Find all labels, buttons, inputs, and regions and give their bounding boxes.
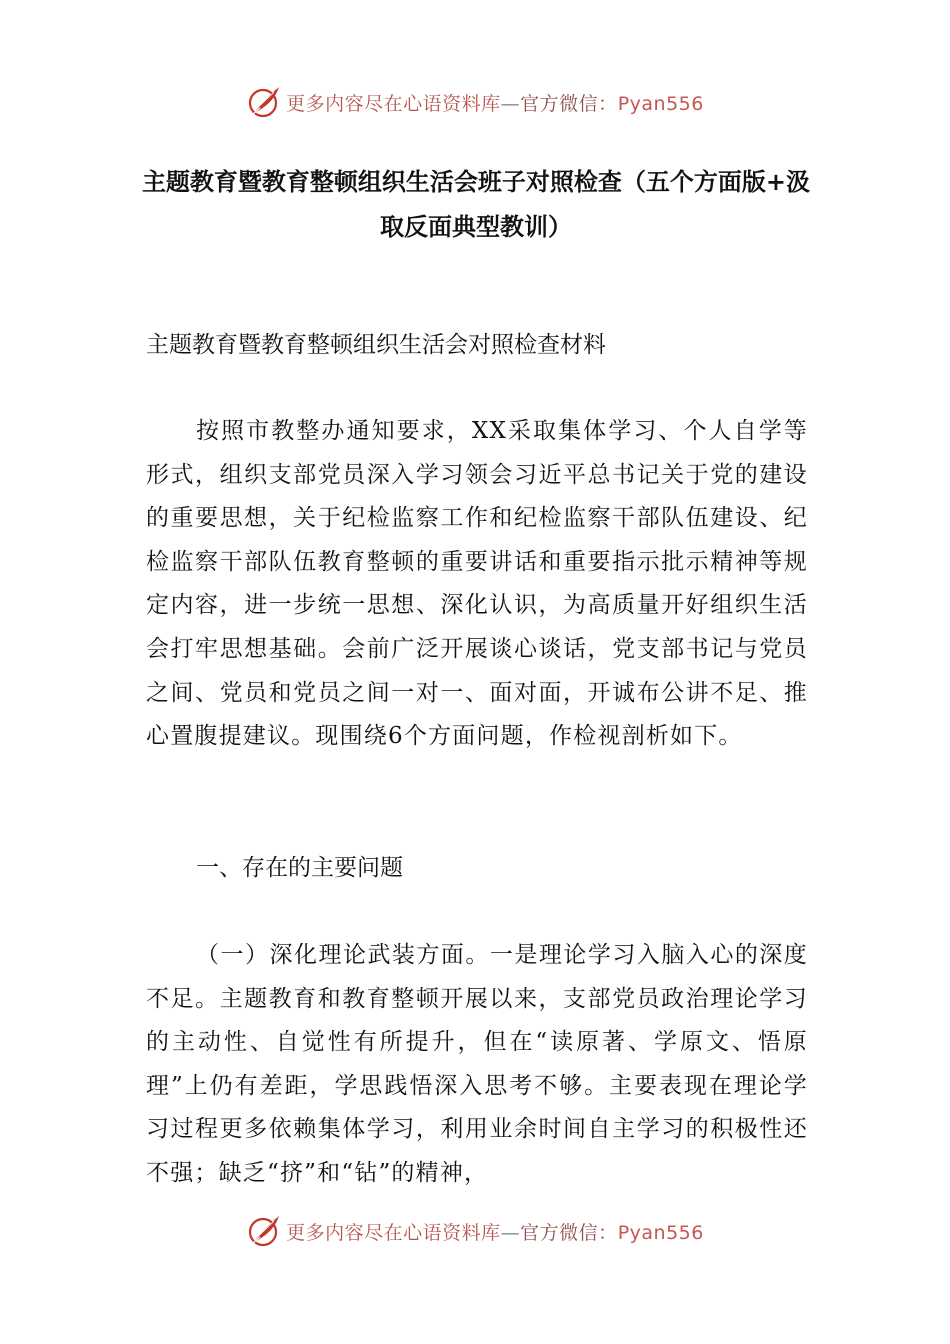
feather-pen-logo-icon [246,1213,282,1249]
watermark-wechat-id: Pyan556 [617,92,704,115]
document-subheading: 主题教育暨教育整顿组织生活会对照检查材料 [146,332,606,358]
watermark-wechat-label: 官方微信： [520,1221,618,1244]
watermark-slogan: 更多内容尽在心语资料库 [286,92,501,115]
feather-pen-logo-icon [246,84,282,120]
header-watermark-banner [0,82,950,122]
document-title: 主题教育暨教育整顿组织生活会班子对照检查（五个方面版+汲取反面典型教训） [141,168,811,241]
watermark-dash: — [500,92,521,115]
watermark-wechat-id: Pyan556 [617,1221,704,1244]
section-paragraph: （一）深化理论武装方面。一是理论学习入脑入心的深度不足。主题教育和教育整顿开展以来，支部党员政治理论学习的主动性、自觉性有所提升，但在“读原著、学原文、悟原理”上仍有差距，学思践悟深入思考不够。主要表现在理论学习过程更多依赖集体学习，利用业余时间自主学习的积极性还不强；缺乏“挤”和“钻”的精神， [146,942,808,1186]
watermark-text [286,1218,704,1245]
watermark-dash: — [500,1221,521,1244]
section-heading: 一、存在的主要问题 [196,855,403,881]
watermark-wechat-label: 官方微信： [520,92,618,115]
watermark-slogan: 更多内容尽在心语资料库 [286,1221,501,1244]
footer-watermark-banner [0,1211,950,1251]
watermark-text [286,89,704,116]
intro-paragraph: 按照市教整办通知要求，XX采取集体学习、个人自学等形式，组织支部党员深入学习领会习近平总书记关于党的建设的重要思想，关于纪检监察工作和纪检监察干部队伍建设、纪检监察干部队伍教育整顿的重要讲话和重要指示批示精神等规定内容，进一步统一思想、深化认识，为高质量开好组织生活会打牢思想基础。会前广泛开展谈心谈话，党支部书记与党员之间、党员和党员之间一对一、面对面，开诚布公讲不足、推心置腹提建议。现围绕6个方面问题，作检视剖析如下。 [146,418,808,750]
